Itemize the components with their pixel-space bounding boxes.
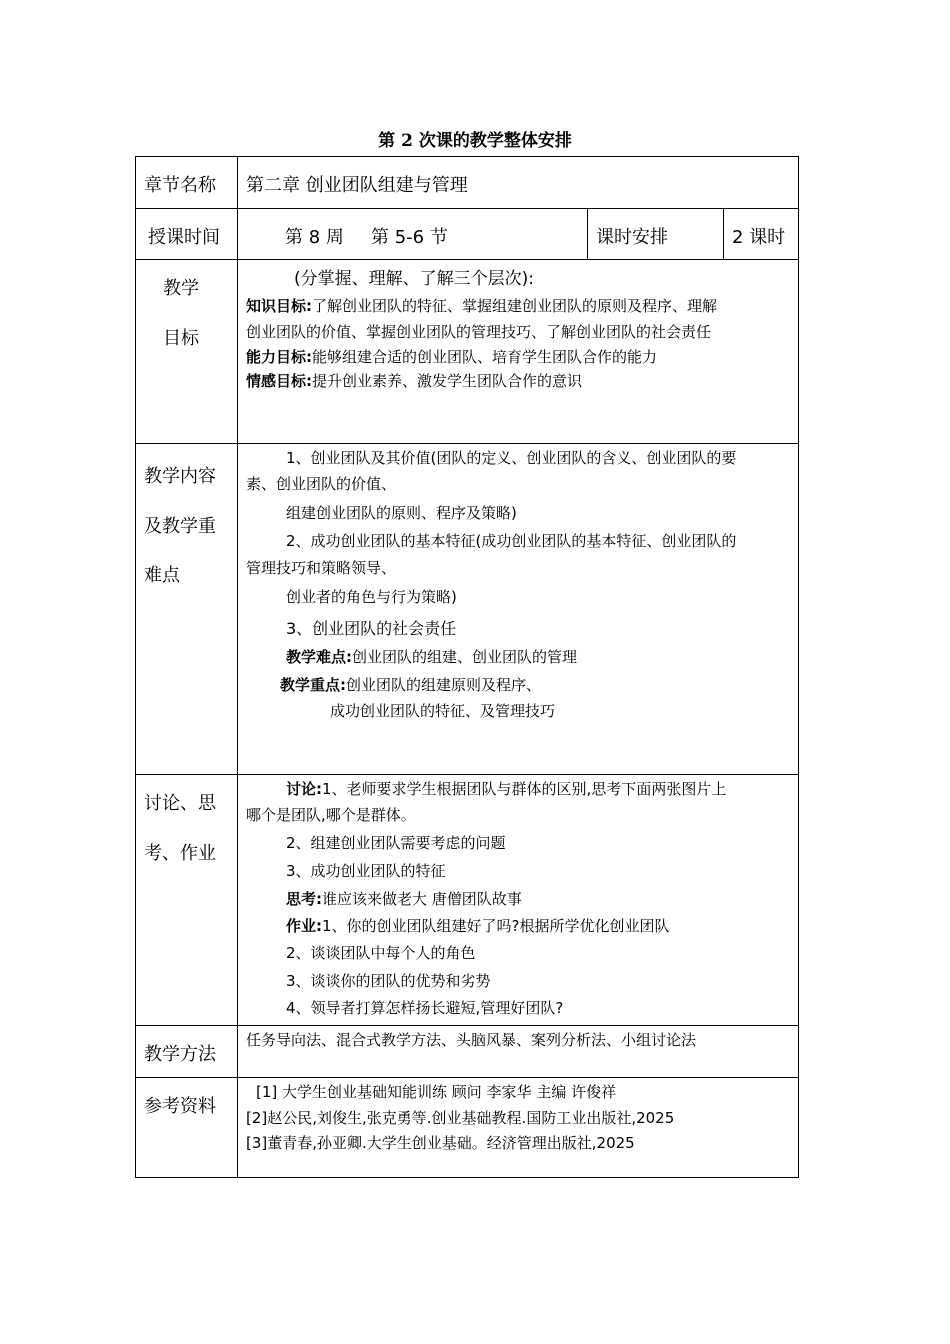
value-cell [238, 209, 588, 260]
discussion-label-1: 讨论、思 [144, 793, 216, 814]
key-point-text-1: 创业团队的组建原则及程序、 [346, 676, 542, 694]
think-text: 谁应该来做老大 唐僧团队故事 [322, 890, 522, 908]
discussion-cell [238, 775, 799, 1026]
homework-text-2: 2、谈谈团队中每个人的角色 [286, 944, 476, 962]
content-line-6: 创业者的角色与行为策略) [286, 588, 457, 606]
content-label-2: 及教学重 [144, 516, 216, 537]
key-point-line [280, 674, 541, 695]
label-cell [136, 260, 238, 444]
discussion-text-3: 2、组建创业团队需要考虑的问题 [286, 834, 506, 852]
row-discussion [136, 775, 799, 1026]
objectives-label-1: 教学 [163, 278, 199, 299]
label-cell [136, 775, 238, 1026]
objectives-label-2: 目标 [163, 328, 199, 349]
references-cell [238, 1078, 799, 1178]
hours-value: 2 课时 [732, 227, 786, 248]
content-line-5: 管理技巧和策略领导、 [246, 559, 397, 577]
reference-2: [2]赵公民,刘俊生,张克勇等.创业基础教程.国防工业出版社,2025 [246, 1109, 675, 1127]
label-cell [136, 157, 238, 209]
row-chapter [136, 157, 799, 209]
chapter-name: 第二章 创业团队组建与管理 [246, 175, 468, 196]
label-cell [136, 209, 238, 260]
homework-line-1 [286, 915, 670, 936]
knowledge-text-1: 了解创业团队的特征、掌握组建创业团队的原则及程序、理解 [312, 297, 718, 315]
knowledge-heading: 知识目标: [246, 297, 312, 315]
row-schedule [136, 209, 799, 260]
emotion-heading: 情感目标: [246, 372, 312, 390]
methods-text: 任务导向法、混合式教学方法、头脑风暴、案列分析法、小组讨论法 [246, 1031, 697, 1049]
key-point-text-2: 成功创业团队的特征、及管理技巧 [330, 702, 556, 720]
objectives-cell [238, 260, 799, 444]
discussion-line-1 [286, 778, 726, 799]
row-objectives [136, 260, 799, 444]
hours-value-cell [724, 209, 799, 260]
content-line-4: 2、成功创业团队的基本特征(成功创业团队的基本特征、创业团队的 [286, 532, 737, 550]
knowledge-line-1 [246, 295, 717, 316]
discussion-label-2: 考、作业 [144, 843, 216, 864]
homework-text-4: 4、领导者打算怎样扬长避短,管理好团队? [286, 999, 564, 1017]
chapter-label: 章节名称 [144, 175, 216, 196]
emotion-line [246, 370, 582, 391]
row-references [136, 1078, 799, 1178]
ability-heading: 能力目标: [246, 348, 312, 366]
page-title: 第 2 次课的教学整体安排 [378, 131, 572, 151]
reference-3: [3]董青春,孙亚卿.大学生创业基础。经济管理出版社,2025 [246, 1134, 635, 1152]
discussion-text-4: 3、成功创业团队的特征 [286, 862, 446, 880]
difficulty-heading: 教学难点: [286, 648, 352, 666]
discussion-heading: 讨论: [286, 780, 322, 798]
emotion-text: 提升创业素养、激发学生团队合作的意识 [312, 372, 583, 390]
methods-cell [238, 1026, 799, 1078]
think-heading: 思考: [286, 890, 322, 908]
ability-line [246, 346, 657, 367]
difficulty-text: 创业团队的组建、创业团队的管理 [352, 648, 578, 666]
schedule-label: 授课时间 [148, 227, 220, 248]
key-point-heading: 教学重点: [280, 676, 346, 694]
content-cell [238, 444, 799, 775]
homework-text-3: 3、谈谈你的团队的优势和劣势 [286, 972, 491, 990]
content-label-3: 难点 [144, 565, 180, 586]
label-cell [136, 1026, 238, 1078]
value-cell [238, 157, 799, 209]
ability-text: 能够组建合适的创业团队、培育学生团队合作的能力 [312, 348, 658, 366]
content-label-1: 教学内容 [144, 466, 216, 487]
homework-heading: 作业: [286, 917, 322, 935]
row-methods [136, 1026, 799, 1078]
section-value: 第 5-6 节 [371, 227, 448, 248]
week-value: 第 8 周 [285, 227, 344, 248]
objectives-intro: (分掌握、理解、了解三个层次): [294, 269, 534, 289]
discussion-text-2: 哪个是团队,哪个是群体。 [246, 806, 416, 824]
content-line-7: 3、创业团队的社会责任 [286, 619, 457, 638]
methods-label: 教学方法 [144, 1044, 216, 1065]
lesson-plan-table [135, 156, 799, 1178]
content-line-2: 素、创业团队的价值、 [246, 475, 397, 493]
difficulty-line [286, 646, 577, 667]
content-line-3: 组建创业团队的原则、程序及策略) [286, 504, 517, 522]
discussion-text-1: 1、老师要求学生根据团队与群体的区别,思考下面两张图片上 [322, 780, 727, 798]
label-cell [136, 1078, 238, 1178]
label-cell [136, 444, 238, 775]
row-content [136, 444, 799, 775]
hours-label: 课时安排 [596, 227, 668, 248]
homework-text-1: 1、你的创业团队组建好了吗?根据所学优化创业团队 [322, 917, 670, 935]
hours-label-cell [588, 209, 724, 260]
references-label: 参考资料 [144, 1096, 216, 1117]
think-line [286, 888, 522, 909]
knowledge-text-2: 创业团队的价值、掌握创业团队的管理技巧、了解创业团队的社会责任 [246, 323, 712, 341]
reference-1: [1] 大学生创业基础知能训练 顾问 李家华 主编 许俊祥 [256, 1083, 617, 1101]
content-line-1: 1、创业团队及其价值(团队的定义、创业团队的含义、创业团队的要 [286, 449, 737, 467]
